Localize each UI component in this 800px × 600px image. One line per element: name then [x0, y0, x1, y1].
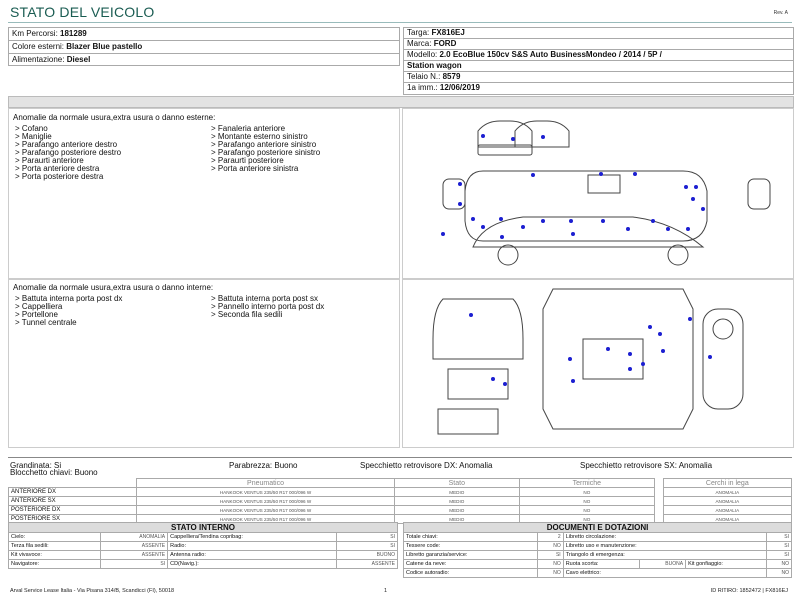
grandinata-status: Grandinata: Si: [10, 461, 62, 470]
col-header-stato: Stato: [394, 479, 519, 488]
info-row: Targa: FX816EJ: [404, 28, 793, 39]
list-item: > Cofano: [15, 124, 48, 133]
car-interior-drawing: [403, 279, 793, 447]
title-divider: [8, 22, 792, 23]
list-item: > Porta posteriore destra: [15, 172, 104, 181]
table-row: Libretto garanzia/service: SI Triangolo di emergenza: SI: [404, 551, 792, 560]
table-row: ANTERIORE SX HANKOOK VENTUS 235/50 R17 000/096 W MEDIO NO ANOMALIA: [9, 497, 792, 506]
list-item: > Pannello interno porta post dx: [211, 302, 325, 311]
table-header: [9, 479, 792, 488]
footer-id: ID RITIRO: 1852472 | FX816EJ: [710, 588, 788, 594]
info-row: Telaio N.: 8579: [404, 72, 793, 83]
list-item: > Tunnel centrale: [15, 318, 77, 327]
list-item: > Maniglie: [15, 132, 52, 141]
documenti-table: [403, 522, 792, 578]
internal-damage-panel: [8, 278, 400, 448]
table-row: Totale chiavi: 2 Libretto circolazione: SI: [404, 533, 792, 542]
footer-company: Arval Service Lease Italia - Via Pisana 314/B, Scandicci (FI), 50018: [10, 588, 175, 594]
info-row: Marca: FORD: [404, 39, 793, 50]
list-item: > Cappelliera: [15, 302, 63, 311]
table-row: Catene da neve: NO Ruota scorta: BUONA Kit gonfiaggio: NO: [404, 560, 792, 569]
list-item: > Parafango anteriore destro: [15, 140, 118, 149]
table-row: POSTERIORE SX HANKOOK VENTUS 235/50 R17 000/096 W MEDIO NO ANOMALIA: [9, 515, 792, 524]
info-row: Modello: 2.0 EcoBlue 150cv S&S Auto BusinessMondeo / 2014 / 5P /: [404, 50, 793, 61]
info-row: Alimentazione: Diesel: [12, 55, 91, 64]
specchietto-sx-status: Specchietto retrovisore SX: Anomalia: [580, 461, 713, 470]
list-item: > Fanaleria anteriore: [211, 124, 286, 133]
list-item: > Parafango anteriore sinistro: [211, 140, 317, 149]
list-item: > Portellone: [15, 310, 58, 319]
stato-interno-table: [8, 522, 398, 569]
external-damage-panel: [8, 108, 400, 280]
car-exterior-drawing: [403, 109, 793, 279]
tyres-table: [8, 478, 792, 524]
table-row: Tessere code: NO Libretto uso e manutenzione: SI: [404, 542, 792, 551]
info-row: 1a imm.: 12/06/2019: [407, 83, 480, 92]
external-damage-diagram: [402, 108, 794, 280]
table-row: Codice autoradio: NO Cavo elettrico: NO: [404, 569, 792, 578]
list-item: > Porta anteriore sinistra: [211, 164, 299, 173]
internal-damage-diagram: [402, 278, 794, 448]
table-row: Terza fila sedili: ASSENTE Radio: SI: [9, 542, 398, 551]
section-separator: [8, 96, 794, 108]
footer-page-number: 1: [384, 588, 388, 594]
info-row: Colore esterni: Blazer Blue pastello: [9, 41, 399, 54]
col-header-cerchi: Cerchi in lega: [663, 479, 791, 488]
vehicle-info-right: [403, 27, 794, 95]
col-header-pneumatico: Pneumatico: [137, 479, 395, 488]
blocchetto-status: Blocchetto chiavi: Buono: [10, 468, 98, 477]
list-item: > Battuta interna porta post sx: [211, 294, 318, 303]
list-item: > Parafango posteriore sinistro: [211, 148, 321, 157]
list-item: > Battuta interna porta post dx: [15, 294, 123, 303]
info-row: Km Percorsi: 181289: [9, 28, 399, 41]
table-row: Kit vivavoce: ASSENTE Antenna radio: BUONO: [9, 551, 398, 560]
table-row: ANTERIORE DX HANKOOK VENTUS 235/50 R17 000/096 W MEDIO NO ANOMALIA: [9, 488, 792, 497]
parabrezza-status: Parabrezza: Buono: [229, 461, 298, 470]
summary-divider: [8, 457, 792, 458]
list-item: > Paraurti anteriore: [15, 156, 84, 165]
internal-list-col2: [211, 295, 324, 319]
list-item: > Paraurti posteriore: [211, 156, 284, 165]
external-damage-title: Anomalie da normale usura,extra usura o danno esterne:: [13, 113, 216, 122]
documenti-title: DOCUMENTI E DOTAZIONI: [404, 523, 792, 533]
table-row: Cielo: ANOMALIA Cappelliera/Tendina copribag: SI: [9, 533, 398, 542]
external-list-col1: [15, 125, 121, 181]
external-list-col2: [211, 125, 320, 173]
internal-list-col1: [15, 295, 122, 327]
col-header-termiche: Termiche: [519, 479, 654, 488]
specchietto-dx-status: Specchietto retrovisore DX: Anomalia: [360, 461, 493, 470]
page-title: STATO DEL VEICOLO: [10, 4, 155, 20]
info-row: Station wagon: [404, 61, 793, 72]
table-row: POSTERIORE DX HANKOOK VENTUS 235/50 R17 000/096 W MEDIO NO ANOMALIA: [9, 506, 792, 515]
table-row: Navigatore: SI CD(Navig.): ASSENTE: [9, 560, 398, 569]
list-item: > Porta anteriore destra: [15, 164, 100, 173]
list-item: > Montante esterno sinistro: [211, 132, 308, 141]
list-item: > Parafango posteriore destro: [15, 148, 122, 157]
vehicle-info-left: [8, 27, 400, 66]
revision-label: Rev. A: [773, 10, 788, 16]
stato-interno-title: STATO INTERNO: [9, 523, 398, 533]
internal-damage-title: Anomalie da normale usura,extra usura o danno interne:: [13, 283, 214, 292]
list-item: > Seconda fila sedili: [211, 310, 283, 319]
